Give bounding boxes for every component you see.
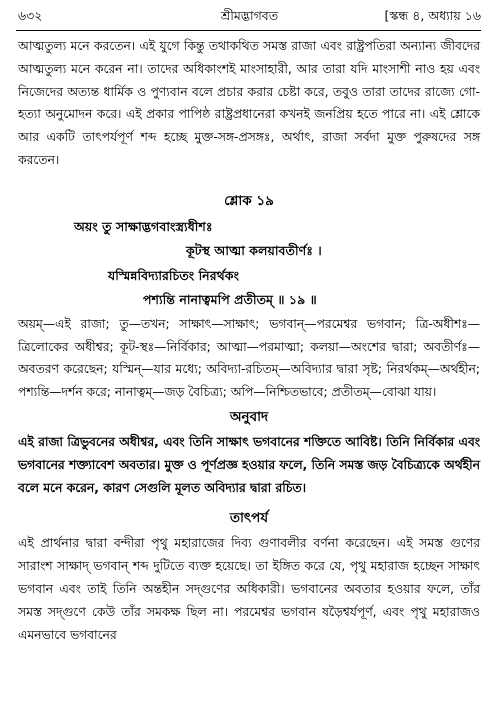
- translation: এই রাজা ত্রিভুবনের অধীশ্বর, এবং তিনি সাক্ষাৎ ভগবানের শক্তিতে আবিষ্ট। তিনি নির্বিকার এবং ভগবানের শক্ত্যাবেশ অবতার। মুক্ত ও পূর্ণপ্রজ্ঞ হওয়ার ফলে, তিনি সমস্ত জড় বৈচিত্র্যকে অর্থহীন বলে মনে করেন, কারণ সেগুলি মূলত অবিদ্যার দ্বারা রচিত।: [18, 434, 480, 495]
- verse-line-4: পশ্যন্তি নানাত্বমপি প্রতীতম্ ॥ ১৯ ॥: [143, 292, 317, 308]
- header-rule: [16, 30, 481, 31]
- chapter-reference: [স্কন্ধ ৪, অধ্যায় ১৬: [384, 8, 481, 23]
- purport-heading: তাৎপর্য: [229, 510, 269, 527]
- synonyms: অয়ম্—এই রাজা; তু—তখন; সাক্ষাৎ—সাক্ষাৎ; ভগবান্—পরমেশ্বর ভগবান; ত্রি-অধীশঃ—ত্রিলোকের অধীশ্বর; কূট-স্থঃ—নির্বিকার; আত্মা—পরমাত্মা; কলয়া—অংশের দ্বারা; অবতীর্ণঃ—অবতরণ করেছেন; যস্মিন্—যার মধ্যে; অবিদ্যা-রচিতম্—অবিদ্যার দ্বারা সৃষ্ট; নিরর্থকম্—অর্থহীন; পশ্যন্তি—দর্শন করে; নানাত্বম্—জড় বৈচিত্র্য; অপি—নিশ্চিতভাবে; প্রতীতম্—বোঝা যায়।: [18, 316, 480, 400]
- verse-line-1: অয়ং তু সাক্ষাদ্ভগবাংস্ত্র্যধীশঃ: [74, 218, 213, 234]
- purport: এই প্রার্থনার দ্বারা বন্দীরা পৃথু মহারাজের দিব্য গুণাবলীর বর্ণনা করেছেন। এই সমস্ত গুণের সারাংশ সাক্ষাদ্ ভগবান্ শব্দ দুটিতে ব্যক্ত হয়েছে। তা ইঙ্গিত করে যে, পৃথু মহারাজ হচ্ছেন সাক্ষাৎ ভগবান এবং তাই তিনি অন্তহীন সদ্গুণের অধিকারী। ভগবানের অবতার হওয়ার ফলে, তাঁর সমস্ত সদ্গুণে কেউ তাঁর সমকক্ষ ছিল না। পরমেশ্বর ভগবান ষড়ৈশ্বর্যপূর্ণ, এবং পৃথু মহারাজও এমনভাবে ভগবানের: [18, 536, 480, 642]
- page-number: ৬৩২: [18, 8, 43, 23]
- verse-line-3: যস্মিন্নবিদ্যারচিতং নিরর্থকং: [108, 267, 240, 283]
- page-body: [18, 35, 480, 646]
- purport-continued: আত্মতুল্য মনে করতেন। এই যুগে কিন্তু তথাকথিত সমস্ত রাজা এবং রাষ্ট্রপতিরা অন্যান্য জীবদের আত্মতুল্য মনে করেন না। তাদের অধিকাংশই মাংসাহারী, আর তারা যদি মাংসাশী নাও হয় এবং নিজেদের অত্যন্ত ধার্মিক ও পুণ্যবান বলে প্রচার করার চেষ্টা করে, তবুও তারা তাদের রাজ্যে গো-হত্যা অনুমোদন করে। এই প্রকার পাপিষ্ঠ রাষ্ট্রপ্রধানেরা কখনই জনপ্রিয় হতে পারে না। এই শ্লোকে আর একটি তাৎপর্যপূর্ণ শব্দ হচ্ছে মুক্ত-সঙ্গ-প্রসঙ্গঃ, অর্থাৎ, রাজা সর্বদা মুক্ত পুরুষদের সঙ্গ করতেন।: [18, 39, 480, 167]
- verse-line-2: কূটস্থ আত্মা কলয়াবতীর্ণঃ ।: [186, 243, 322, 259]
- book-title: শ্রীমদ্ভাগবত: [220, 8, 279, 23]
- verse-heading: শ্লোক ১৯: [224, 192, 274, 209]
- page-header: [18, 6, 481, 26]
- translation-heading: অনুবাদ: [229, 408, 269, 425]
- translation-block: [18, 431, 480, 499]
